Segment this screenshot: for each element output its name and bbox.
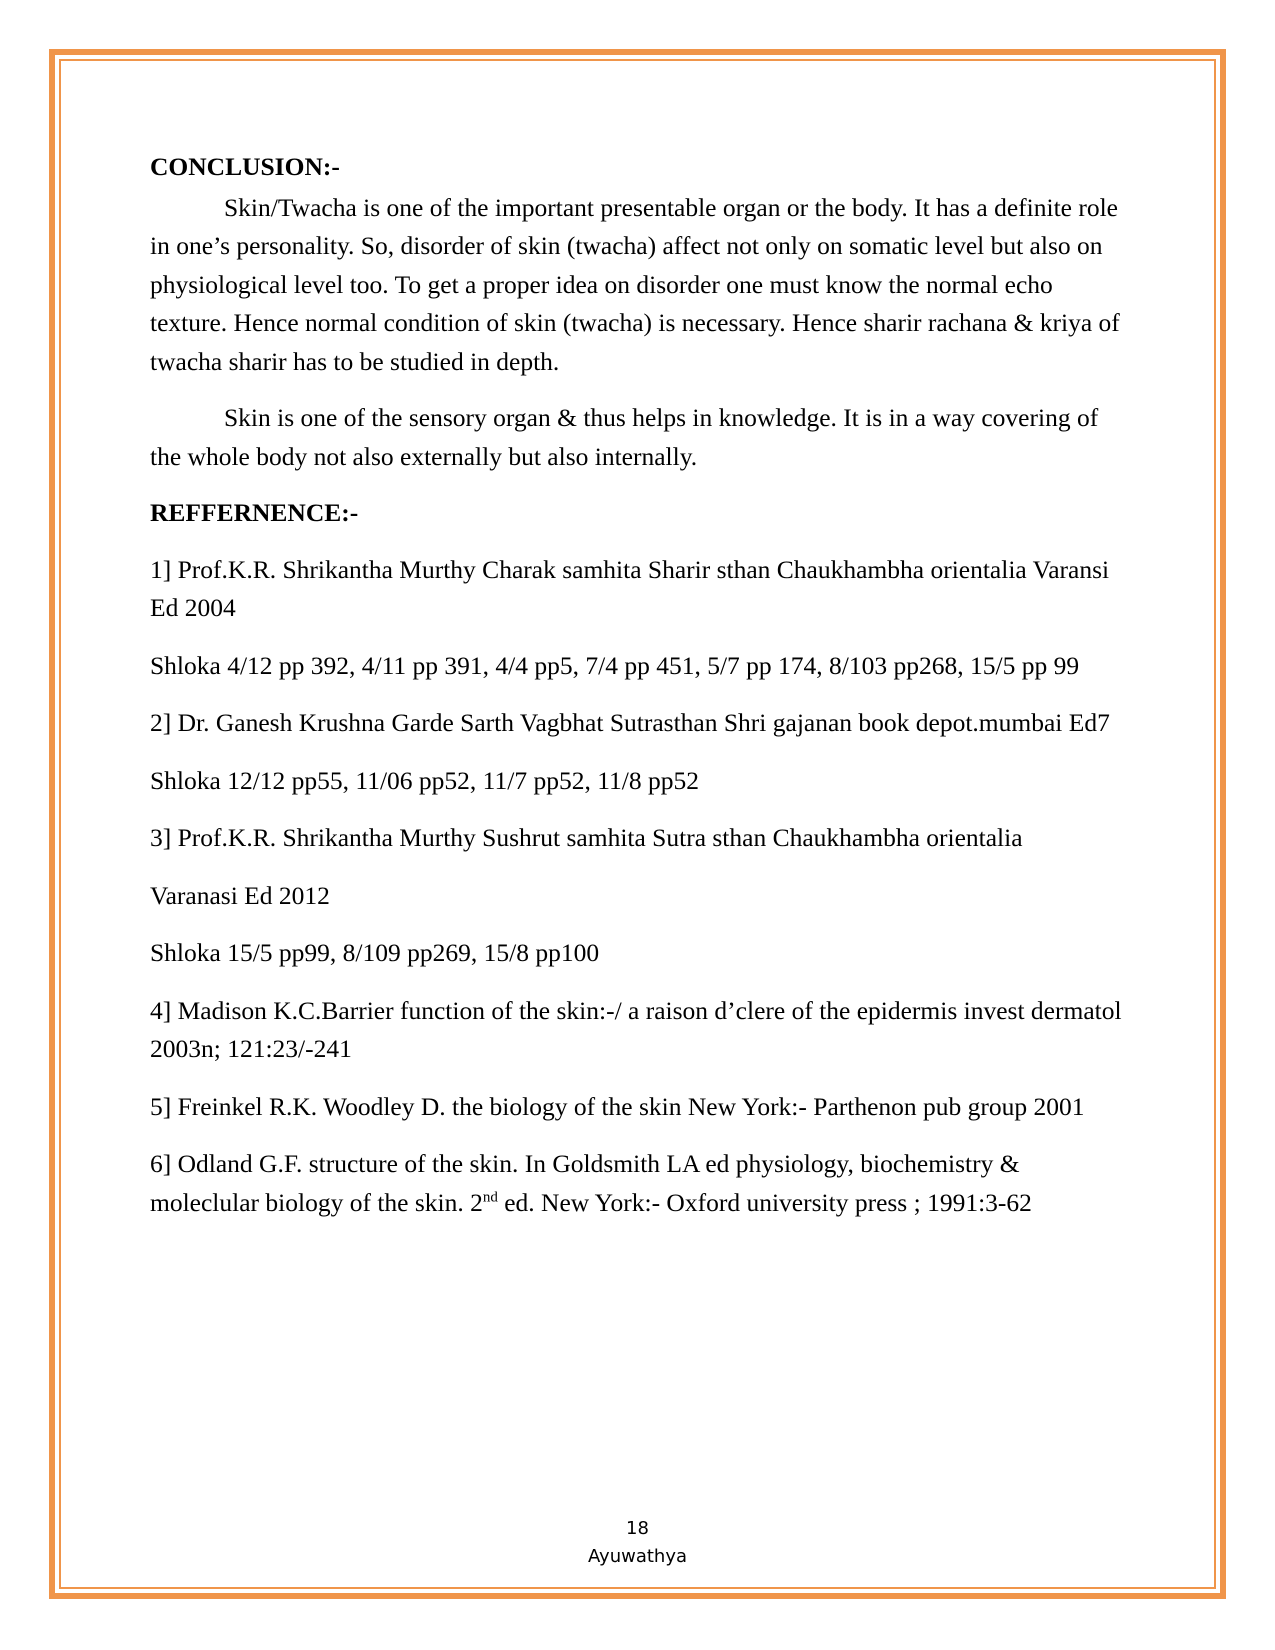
ordinal-superscript: nd <box>482 1189 498 1205</box>
conclusion-heading: CONCLUSION:- <box>150 152 340 181</box>
reference-entry: Shloka 15/5 pp99, 8/109 pp269, 15/8 pp100 <box>150 938 600 967</box>
conclusion-paragraph: Skin is one of the sensory organ & thus helps in knowledge. It is in a way covering of the whole body not also externally but also internally. <box>150 403 1099 471</box>
article-body <box>150 148 1130 1241</box>
conclusion-paragraph: Skin/Twacha is one of the important presentable organ or the body. It has a definite role in one’s personality. So, disorder of skin (twacha) affect not only on somatic level but also on physiological level too. To get a proper idea on disorder one must know the normal echo texture. Hence normal condition of skin (twacha) is necessary. Hence sharir rachana & kriya of twacha sharir has to be studied in depth. <box>150 192 1120 376</box>
references-heading: REFFERNENCE:- <box>150 498 359 527</box>
reference-text: ed. New York:- Oxford university press ; 1991:3-62 <box>497 1187 1032 1217</box>
reference-entry: 3] Prof.K.R. Shrikantha Murthy Sushrut samhita Sutra sthan Chaukhambha orientalia <box>150 823 1023 852</box>
journal-name: Ayuwathya <box>587 1546 688 1567</box>
reference-entry: 2] Dr. Ganesh Krushna Garde Sarth Vagbhat Sutrasthan Shri gajanan book depot.mumbai Ed7 <box>150 708 1110 737</box>
reference-entry: Varanasi Ed 2012 <box>150 880 330 910</box>
reference-entry: 4] Madison K.C.Barrier function of the skin:-/ a raison d’clere of the epidermis invest dermatol 2003n; 121:23/-241 <box>150 995 1122 1063</box>
reference-entry: Shloka 12/12 pp55, 11/06 pp52, 11/7 pp52, 11/8 pp52 <box>150 765 699 795</box>
reference-text: 6] Odland G.F. structure of the skin. In Goldsmith LA ed physiology, biochemistry & moleclular biology of the skin. 2 <box>150 1149 1020 1217</box>
page-number: 18 <box>626 1518 649 1539</box>
reference-entry: 1] Prof.K.R. Shrikantha Murthy Charak samhita Sharir sthan Chaukhambha orientalia Varansi Ed 2004 <box>150 554 1110 622</box>
reference-entry: 5] Freinkel R.K. Woodley D. the biology of the skin New York:- Parthenon pub group 2001 <box>150 1091 1085 1121</box>
reference-entry: Shloka 4/12 pp 392, 4/11 pp 391, 4/4 pp5, 7/4 pp 451, 5/7 pp 174, 8/103 pp268, 15/5 pp 99 <box>150 650 1080 680</box>
reference-entry-last <box>150 1145 1130 1222</box>
